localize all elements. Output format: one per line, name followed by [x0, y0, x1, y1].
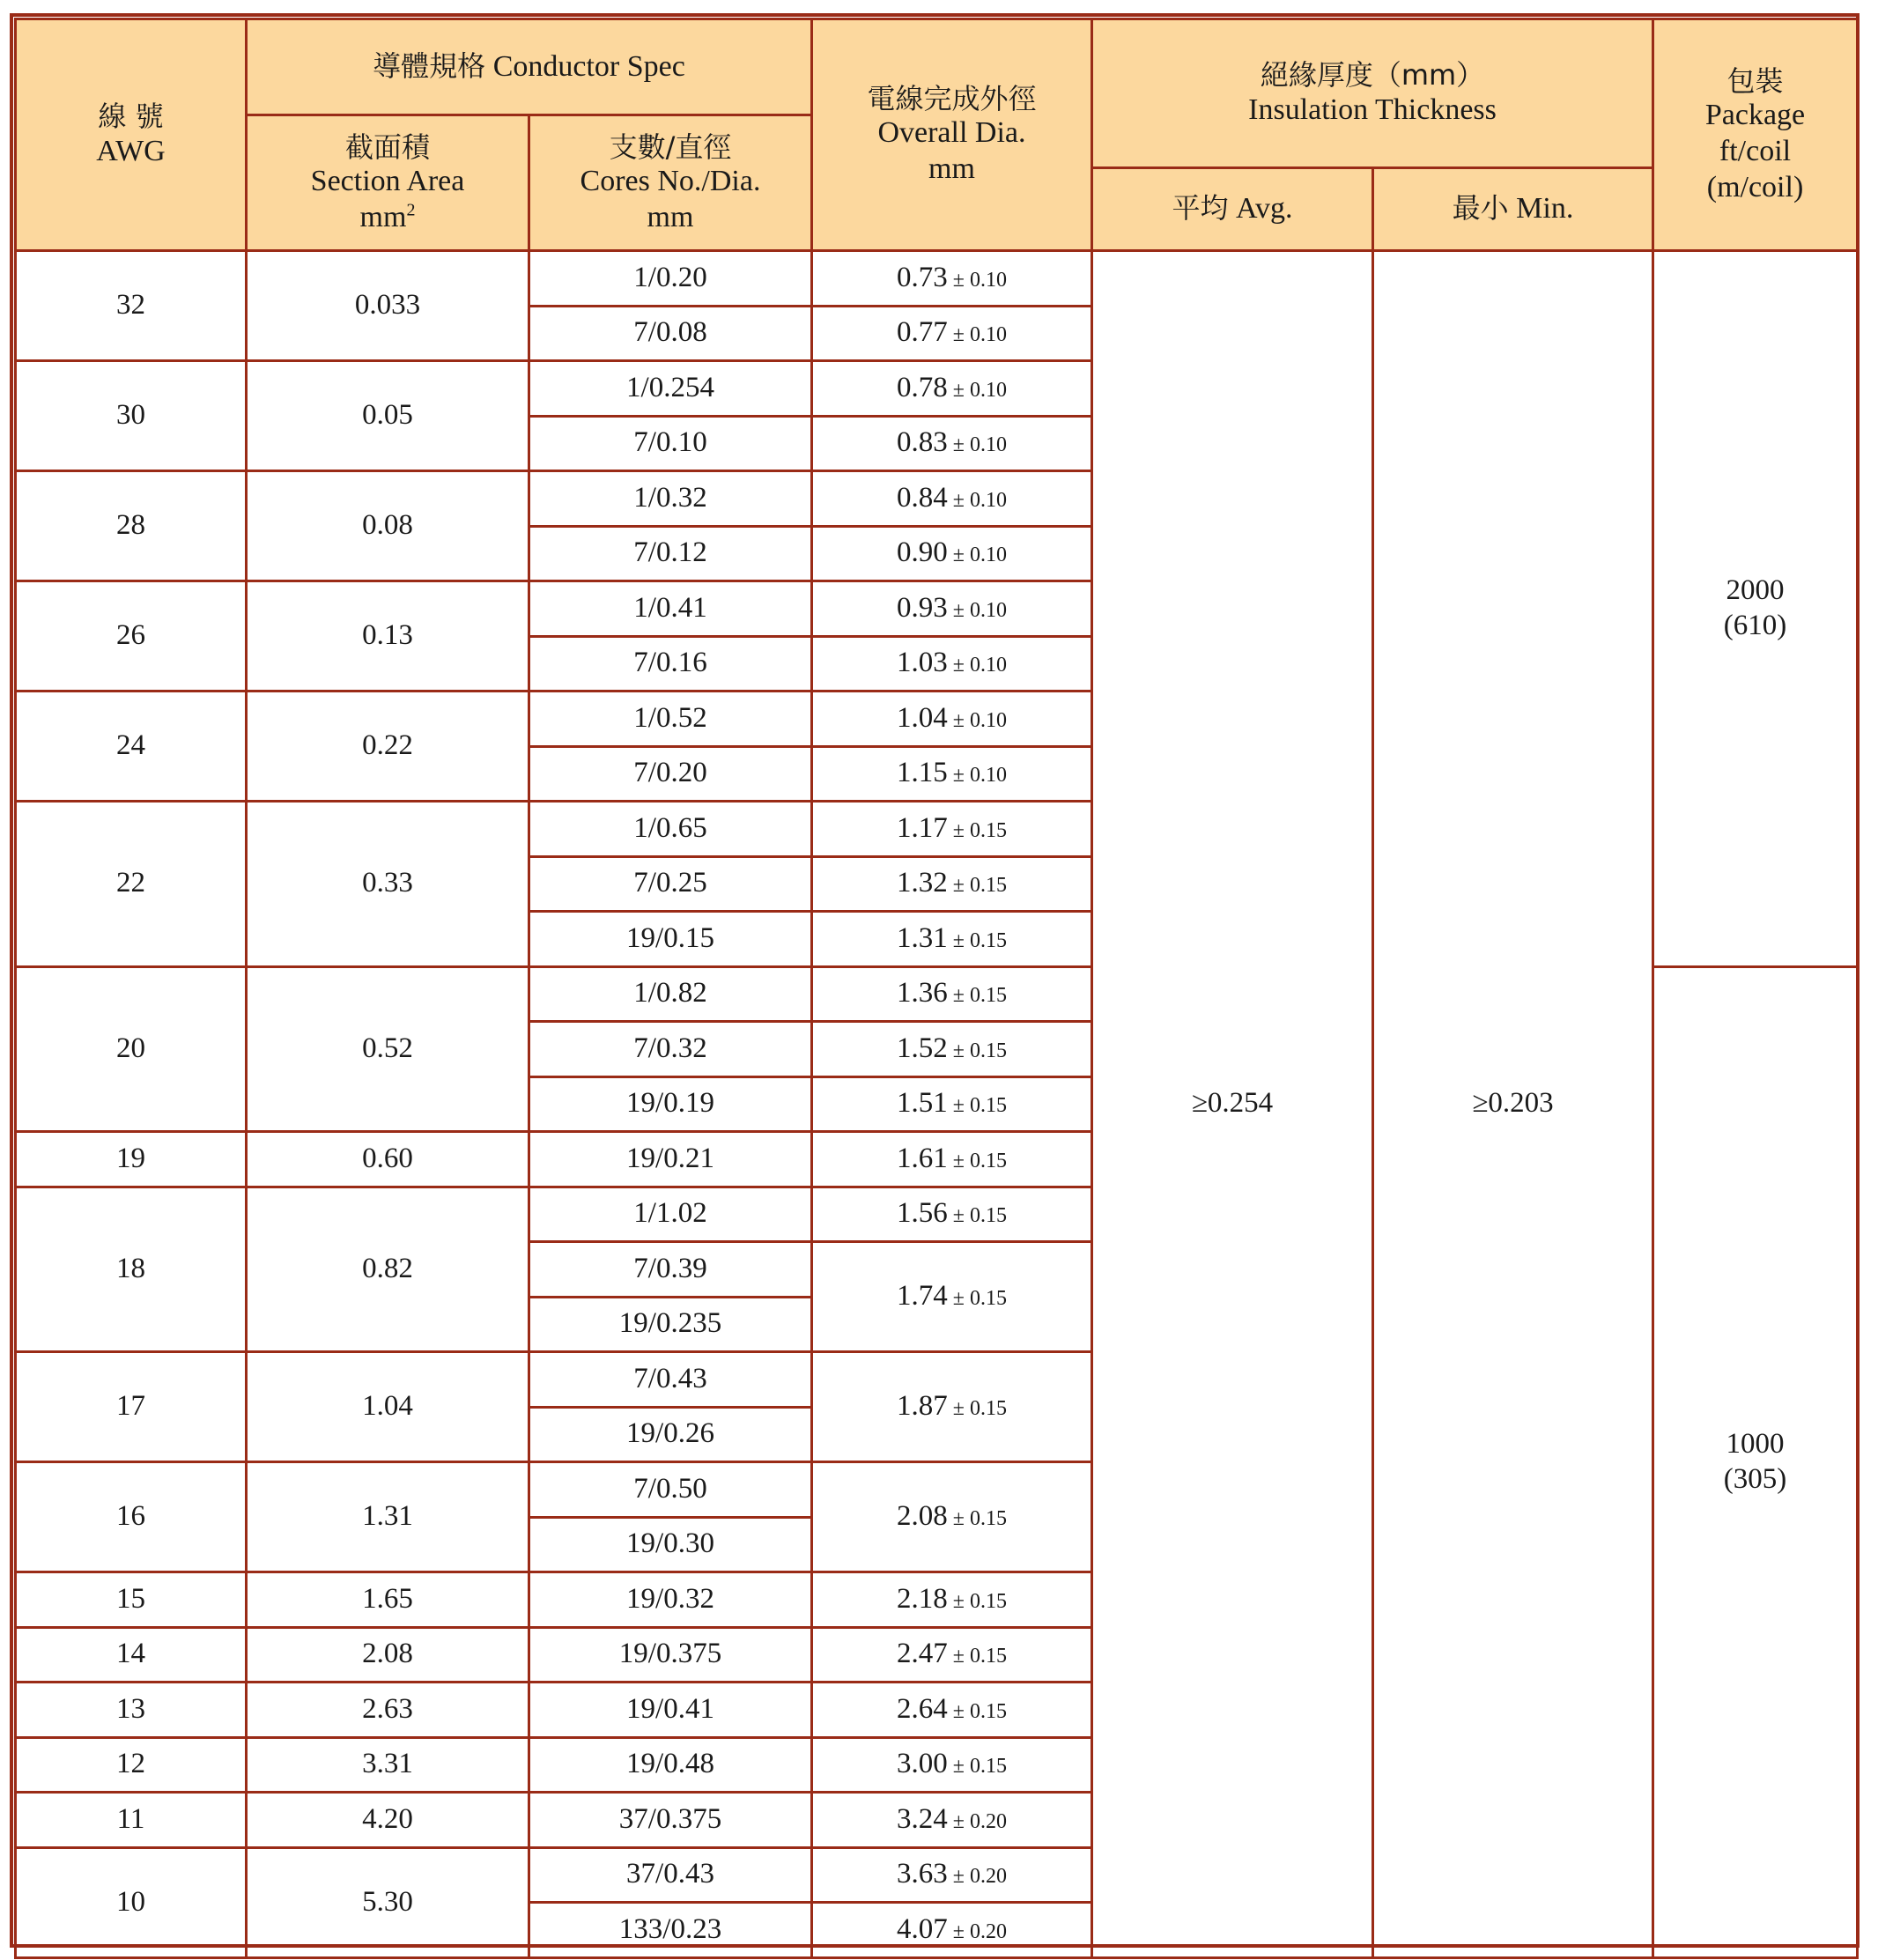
- cell-overall-dia: [812, 1572, 1092, 1628]
- dia-value: 2.64: [897, 1692, 948, 1725]
- table-body: [16, 251, 1858, 1958]
- header-avg-en: Avg.: [1235, 192, 1293, 226]
- cell-section-area: 0.033: [247, 251, 529, 361]
- dia-tolerance: ± 0.15: [952, 1699, 1007, 1723]
- dia-value: 1.52: [897, 1032, 948, 1064]
- dia-tolerance: ± 0.10: [952, 708, 1007, 732]
- cell-cores: 1/0.32: [529, 471, 812, 527]
- cell-cores: 19/0.32: [529, 1572, 812, 1628]
- header-dia-unit: mm: [928, 152, 975, 186]
- header-section-area: [247, 115, 529, 251]
- dia-value: 1.87: [897, 1390, 948, 1423]
- cell-awg: 16: [16, 1462, 247, 1572]
- cell-awg: 19: [16, 1132, 247, 1187]
- cell-cores: 7/0.10: [529, 416, 812, 471]
- cell-cores: 1/0.52: [529, 692, 812, 747]
- dia-value: 1.74: [897, 1280, 948, 1313]
- cell-cores: 1/1.02: [529, 1187, 812, 1242]
- cell-overall-dia: [812, 1847, 1092, 1903]
- dia-tolerance: ± 0.15: [952, 928, 1007, 952]
- header-dia-zh: 電線完成外徑: [867, 82, 1037, 115]
- dia-tolerance: ± 0.10: [952, 378, 1007, 402]
- dia-tolerance: ± 0.10: [952, 433, 1007, 457]
- dia-tolerance: ± 0.20: [952, 1919, 1007, 1943]
- header-package-zh: 包裝: [1726, 63, 1784, 98]
- cell-overall-dia: [812, 1737, 1092, 1793]
- dia-tolerance: ± 0.15: [952, 1039, 1007, 1062]
- cell-cores: 19/0.41: [529, 1683, 812, 1738]
- header-min-zh: 最小: [1452, 191, 1509, 226]
- cell-awg: 10: [16, 1847, 247, 1957]
- cell-overall-dia: [812, 1352, 1092, 1462]
- cell-section-area: 1.04: [247, 1352, 529, 1462]
- cell-section-area: 0.82: [247, 1187, 529, 1352]
- dia-tolerance: ± 0.15: [952, 1204, 1007, 1228]
- header-awg: [16, 19, 247, 251]
- cell-cores: 19/0.48: [529, 1737, 812, 1793]
- dia-tolerance: ± 0.15: [952, 1287, 1007, 1311]
- dia-tolerance: ± 0.10: [952, 654, 1007, 677]
- cell-cores: 7/0.32: [529, 1022, 812, 1077]
- cell-overall-dia: [812, 526, 1092, 581]
- cell-overall-dia: [812, 306, 1092, 361]
- cell-overall-dia: [812, 1683, 1092, 1738]
- cell-cores: 7/0.39: [529, 1242, 812, 1298]
- cell-cores: 7/0.50: [529, 1462, 812, 1518]
- dia-tolerance: ± 0.20: [952, 1809, 1007, 1833]
- header-insulation-en: Insulation Thickness: [1248, 92, 1497, 126]
- cell-awg: 12: [16, 1737, 247, 1793]
- header-min: [1373, 168, 1653, 251]
- cell-overall-dia: [812, 471, 1092, 527]
- header-conductor: [247, 19, 812, 115]
- cell-overall-dia: [812, 1022, 1092, 1077]
- cell-awg: 11: [16, 1793, 247, 1848]
- cell-awg: 15: [16, 1572, 247, 1628]
- cell-awg: 24: [16, 692, 247, 802]
- dia-value: 0.73: [897, 261, 948, 293]
- cell-cores: 7/0.43: [529, 1352, 812, 1408]
- dia-value: 1.17: [897, 811, 948, 844]
- cell-cores: 1/0.82: [529, 966, 812, 1022]
- cell-overall-dia: [812, 1187, 1092, 1242]
- header-package-unit-m: (m/coil): [1706, 170, 1804, 203]
- dia-tolerance: ± 0.10: [952, 764, 1007, 788]
- cell-overall-dia: [812, 1903, 1092, 1958]
- dia-tolerance: ± 0.15: [952, 1589, 1007, 1613]
- cell-package-1000: [1653, 966, 1858, 1957]
- cell-cores: 19/0.21: [529, 1132, 812, 1187]
- dia-value: 3.24: [897, 1802, 948, 1835]
- dia-tolerance: ± 0.15: [952, 1094, 1007, 1118]
- header-cores: [529, 115, 812, 251]
- cell-section-area: 4.20: [247, 1793, 529, 1848]
- dia-value: 1.56: [897, 1197, 948, 1230]
- cell-overall-dia: [812, 1793, 1092, 1848]
- dia-value: 0.78: [897, 371, 948, 403]
- dia-value: 2.08: [897, 1500, 948, 1533]
- cell-awg: 28: [16, 471, 247, 581]
- cell-cores: 7/0.20: [529, 746, 812, 802]
- dia-tolerance: ± 0.10: [952, 488, 1007, 512]
- cell-overall-dia: [812, 746, 1092, 802]
- header-min-en: Min.: [1516, 192, 1574, 226]
- header-section-zh: 截面積: [344, 129, 430, 164]
- cell-cores: 19/0.19: [529, 1076, 812, 1132]
- dia-value: 1.36: [897, 977, 948, 1010]
- cell-overall-dia: [812, 966, 1092, 1022]
- dia-value: 3.00: [897, 1748, 948, 1780]
- cell-cores: 133/0.23: [529, 1903, 812, 1958]
- dia-value: 0.93: [897, 591, 948, 624]
- header-overall-dia: [812, 19, 1092, 251]
- cell-cores: 1/0.20: [529, 251, 812, 307]
- cell-section-area: 3.31: [247, 1737, 529, 1793]
- header-conductor-zh: 導體規格: [373, 48, 486, 83]
- cell-overall-dia: [812, 1462, 1092, 1572]
- dia-value: 2.18: [897, 1582, 948, 1615]
- dia-value: 0.90: [897, 536, 948, 569]
- cell-overall-dia: [812, 856, 1092, 912]
- dia-value: 0.84: [897, 481, 948, 514]
- cell-awg: 26: [16, 581, 247, 692]
- dia-tolerance: ± 0.20: [952, 1865, 1007, 1889]
- cell-cores: 7/0.16: [529, 636, 812, 692]
- package-ft: 2000: [1726, 574, 1785, 607]
- header-insulation-zh: 絕緣厚度（mm）: [1260, 58, 1485, 92]
- cell-overall-dia: [812, 581, 1092, 637]
- cell-overall-dia: [812, 1627, 1092, 1683]
- header-section-unit-sup: 2: [406, 200, 416, 220]
- dia-tolerance: ± 0.15: [952, 1397, 1007, 1421]
- package-m: (610): [1723, 609, 1787, 641]
- dia-value: 1.31: [897, 921, 948, 954]
- cell-overall-dia: [812, 912, 1092, 967]
- cell-cores: 19/0.235: [529, 1297, 812, 1352]
- cell-section-area: 0.22: [247, 692, 529, 802]
- dia-value: 1.61: [897, 1142, 948, 1174]
- header-package: [1653, 19, 1858, 251]
- dia-value: 4.07: [897, 1912, 948, 1945]
- dia-tolerance: ± 0.15: [952, 818, 1007, 842]
- cell-cores: 1/0.65: [529, 802, 812, 857]
- cell-section-area: 0.05: [247, 361, 529, 471]
- cell-insulation-min: ≥0.203: [1373, 251, 1653, 1958]
- header-package-unit-ft: ft/coil: [1719, 134, 1792, 167]
- table-row: [16, 251, 1858, 307]
- cell-cores: 37/0.43: [529, 1847, 812, 1903]
- cell-overall-dia: [812, 1076, 1092, 1132]
- cell-cores: 7/0.25: [529, 856, 812, 912]
- cell-awg: 13: [16, 1683, 247, 1738]
- cell-awg: 18: [16, 1187, 247, 1352]
- header-cores-unit: mm: [647, 200, 694, 233]
- dia-value: 0.77: [897, 316, 948, 349]
- cell-section-area: 2.63: [247, 1683, 529, 1738]
- dia-tolerance: ± 0.10: [952, 598, 1007, 622]
- dia-value: 1.04: [897, 701, 948, 734]
- header-cores-en: Cores No./Dia.: [580, 164, 761, 197]
- header-avg: [1092, 168, 1373, 251]
- cell-overall-dia: [812, 1242, 1092, 1352]
- dia-value: 1.51: [897, 1087, 948, 1120]
- package-m: (305): [1723, 1462, 1787, 1495]
- cell-overall-dia: [812, 416, 1092, 471]
- cell-cores: 1/0.254: [529, 361, 812, 417]
- cell-cores: 1/0.41: [529, 581, 812, 637]
- header-conductor-en: Conductor Spec: [492, 49, 685, 83]
- dia-tolerance: ± 0.15: [952, 984, 1007, 1008]
- cell-awg: 20: [16, 966, 247, 1132]
- header-section-unit: $mm^2$: [359, 200, 416, 233]
- dia-tolerance: ± 0.10: [952, 544, 1007, 567]
- cell-overall-dia: [812, 361, 1092, 417]
- cell-section-area: 0.08: [247, 471, 529, 581]
- dia-value: 1.03: [897, 647, 948, 679]
- dia-value: 3.63: [897, 1858, 948, 1890]
- header-cores-zh: 支數/直徑: [609, 129, 732, 164]
- cell-cores: 37/0.375: [529, 1793, 812, 1848]
- cell-package-2000: [1653, 251, 1858, 967]
- dia-value: 2.47: [897, 1638, 948, 1670]
- package-ft: 1000: [1726, 1427, 1785, 1460]
- cell-awg: 32: [16, 251, 247, 361]
- cell-cores: 19/0.30: [529, 1517, 812, 1572]
- cell-cores: 19/0.375: [529, 1627, 812, 1683]
- dia-tolerance: ± 0.10: [952, 323, 1007, 347]
- header-awg-en: AWG: [96, 134, 166, 167]
- awg-spec-table: [14, 18, 1859, 1959]
- header-insulation: [1092, 19, 1653, 168]
- header-section-en: Section Area: [310, 164, 465, 197]
- cell-cores: 7/0.08: [529, 306, 812, 361]
- header-dia-en: Overall Dia.: [877, 116, 1026, 150]
- cell-section-area: 0.13: [247, 581, 529, 692]
- dia-tolerance: ± 0.15: [952, 874, 1007, 898]
- cell-cores: 19/0.26: [529, 1407, 812, 1462]
- dia-tolerance: ± 0.10: [952, 268, 1007, 292]
- dia-value: 1.15: [897, 757, 948, 789]
- dia-tolerance: ± 0.15: [952, 1755, 1007, 1779]
- cell-section-area: 0.33: [247, 802, 529, 967]
- cell-cores: 7/0.12: [529, 526, 812, 581]
- cell-awg: 30: [16, 361, 247, 471]
- header-package-en: Package: [1704, 99, 1806, 131]
- cell-section-area: 1.65: [247, 1572, 529, 1628]
- cell-insulation-avg: ≥0.254: [1092, 251, 1373, 1958]
- cell-awg: 14: [16, 1627, 247, 1683]
- cell-overall-dia: [812, 692, 1092, 747]
- dia-tolerance: ± 0.15: [952, 1149, 1007, 1172]
- cell-section-area: 0.52: [247, 966, 529, 1132]
- cell-overall-dia: [812, 636, 1092, 692]
- dia-value: 1.32: [897, 867, 948, 899]
- cell-overall-dia: [812, 802, 1092, 857]
- cell-section-area: 1.31: [247, 1462, 529, 1572]
- cell-section-area: 0.60: [247, 1132, 529, 1187]
- header-awg-zh: 線 號: [98, 100, 164, 134]
- cell-section-area: 2.08: [247, 1627, 529, 1683]
- cell-awg: 22: [16, 802, 247, 967]
- cell-overall-dia: [812, 251, 1092, 307]
- cell-section-area: 5.30: [247, 1847, 529, 1957]
- dia-tolerance: ± 0.15: [952, 1507, 1007, 1531]
- dia-value: 0.83: [897, 426, 948, 459]
- header-avg-zh: 平均: [1172, 191, 1229, 226]
- cell-overall-dia: [812, 1132, 1092, 1187]
- cell-awg: 17: [16, 1352, 247, 1462]
- cell-cores: 19/0.15: [529, 912, 812, 967]
- dia-tolerance: ± 0.15: [952, 1645, 1007, 1668]
